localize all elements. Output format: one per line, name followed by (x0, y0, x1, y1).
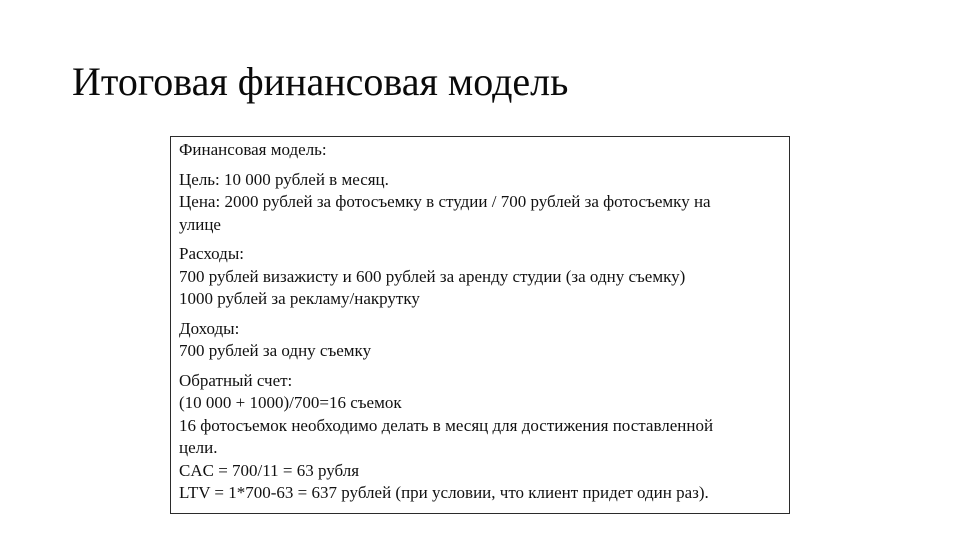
income-section (179, 318, 781, 363)
expenses-section (179, 243, 781, 311)
heading-section (179, 139, 781, 162)
expenses-line: 1000 рублей за рекламу/накрутку (179, 289, 420, 308)
slide-title: Итоговая финансовая модель (72, 59, 569, 104)
reverse-line: цели. (179, 438, 218, 457)
reverse-calculation-section (179, 370, 781, 505)
box-heading: Финансовая модель: (179, 140, 327, 159)
expenses-label: Расходы: (179, 244, 244, 263)
income-label: Доходы: (179, 318, 240, 338)
price-line-continued: улице (179, 214, 221, 234)
reverse-label: Обратный счет: (179, 370, 293, 390)
financial-model-box (170, 136, 790, 514)
reverse-line: 16 фотосъемок необходимо делать в месяц для достижения поставленной (179, 415, 714, 435)
price-line: Цена: 2000 рублей за фотосъемку в студии / 700 рублей за фотосъемку на (179, 192, 711, 211)
reverse-line: (10 000 + 1000)/700=16 съемок (179, 393, 402, 412)
goal-section (179, 169, 781, 237)
cac-line: CAC = 700/11 = 63 рубля (179, 460, 360, 480)
income-line: 700 рублей за одну съемку (179, 341, 372, 360)
ltv-line: LTV = 1*700-63 = 637 рублей (при условии, что клиент придет один раз). (179, 483, 709, 502)
goal-line: Цель: 10 000 рублей в месяц. (179, 169, 389, 189)
expenses-line: 700 рублей визажисту и 600 рублей за аренду студии (за одну съемку) (179, 266, 686, 286)
